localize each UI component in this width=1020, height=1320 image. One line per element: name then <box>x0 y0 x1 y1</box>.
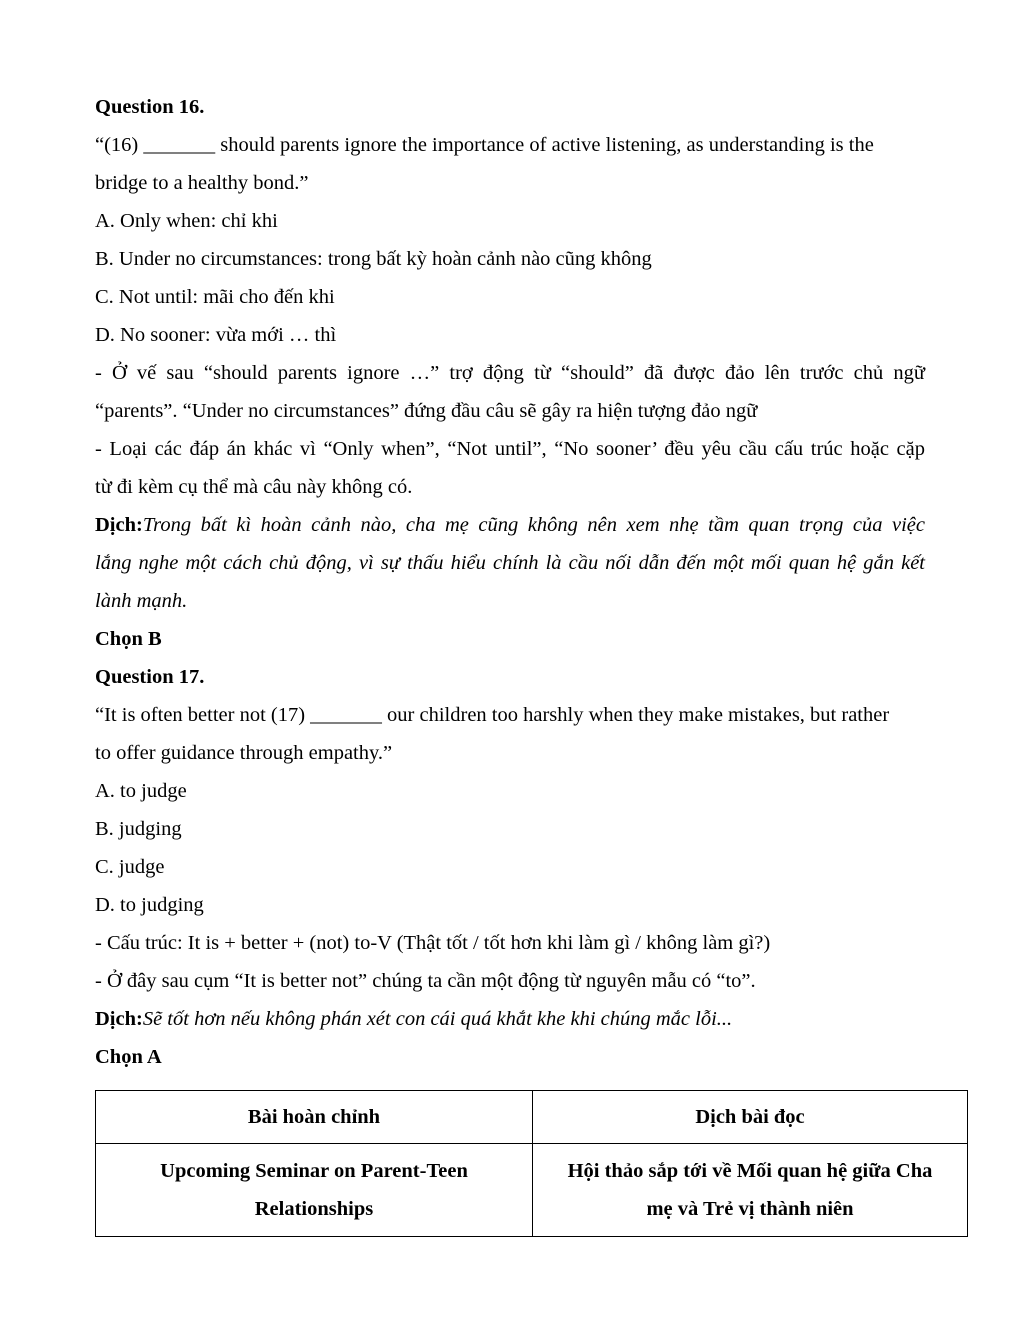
table-cell-original-line-2: Relationships <box>254 1198 374 1220</box>
option-16-c: C. Not until: mãi cho đến khi <box>95 286 335 308</box>
question-block-17 <box>95 658 925 1076</box>
explanation-16-line-4: từ đi kèm cụ thể mà câu này không có. <box>95 476 413 498</box>
table-cell-original <box>96 1144 533 1237</box>
document-body <box>95 88 933 1237</box>
option-17-a: A. to judge <box>95 780 187 802</box>
table-header-original: Bài hoàn chỉnh <box>96 1091 533 1144</box>
explanation-16-line-2: “parents”. “Under no circumstances” đứng đầu câu sẽ gây ra hiện tượng đảo ngữ <box>95 400 758 422</box>
translation-16-line-2: lắng nghe một cách chủ động, vì sự thấu hiểu chính là cầu nối dẫn đến một mối quan hệ gắn kết <box>95 552 925 574</box>
explanation-16-line-1: - Ở vế sau “should parents ignore …” trợ động từ “should” đã được đảo lên trước chủ ngữ <box>95 362 925 384</box>
question-prompt-17-line-2: to offer guidance through empathy.” <box>95 742 393 764</box>
translation-16-line-1 <box>95 506 925 544</box>
question-prompt-16-line-1: “(16) _______ should parents ignore the importance of active listening, as understanding is the <box>95 134 874 156</box>
table-row <box>96 1144 968 1237</box>
question-prompt-16-line-2: bridge to a healthy bond.” <box>95 172 309 194</box>
table-cell-translation-line-2: mẹ và Trẻ vị thành niên <box>646 1198 854 1220</box>
explanation-17-line-1: - Cấu trúc: It is + better + (not) to-V (Thật tốt / tốt hơn khi làm gì / không làm gì?) <box>95 932 771 954</box>
option-16-a: A. Only when: chỉ khi <box>95 210 278 232</box>
translation-16 <box>95 506 925 620</box>
option-16-d: D. No sooner: vừa mới … thì <box>95 324 337 346</box>
translation-16-text-1: Trong bất kì hoàn cảnh nào, cha mẹ cũng không nên xem nhẹ tầm quan trọng của việc <box>142 514 925 536</box>
explanation-16-line-3: - Loại các đáp án khác vì “Only when”, “Not until”, “No sooner’ đều yêu cầu cấu trúc hoặc cặp <box>95 438 925 460</box>
question-heading-17: Question 17. <box>95 666 205 688</box>
translation-17-text-1: Sẽ tốt hơn nếu không phán xét con cái quá khắt khe khi chúng mắc lỗi... <box>142 1008 733 1030</box>
question-block-16 <box>95 88 925 658</box>
answer-16: Chọn B <box>95 628 162 650</box>
translation-label-17: Dịch: <box>95 1008 143 1030</box>
explanation-16 <box>95 354 925 506</box>
table-cell-original-line-1: Upcoming Seminar on Parent-Teen <box>160 1160 468 1182</box>
table-cell-translation <box>533 1144 968 1237</box>
answer-17: Chọn A <box>95 1046 162 1068</box>
table-cell-translation-line-1: Hội thảo sắp tới về Mối quan hệ giữa Cha <box>567 1160 933 1182</box>
explanation-17-line-2: - Ở đây sau cụm “It is better not” chúng ta cần một động từ nguyên mẫu có “to”. <box>95 970 756 992</box>
option-17-c: C. judge <box>95 856 165 878</box>
option-16-b: B. Under no circumstances: trong bất kỳ hoàn cảnh nào cũng không <box>95 248 652 270</box>
reading-passage-table-wrapper <box>95 1090 933 1237</box>
question-heading-16: Question 16. <box>95 96 205 118</box>
table-header-row <box>96 1091 968 1144</box>
question-prompt-17-line-1: “It is often better not (17) _______ our children too harshly when they make mistakes, but rather <box>95 704 890 726</box>
reading-passage-table <box>95 1090 968 1237</box>
option-17-d: D. to judging <box>95 894 204 916</box>
translation-17 <box>95 1000 925 1038</box>
table-header-translation: Dịch bài đọc <box>533 1091 968 1144</box>
translation-label-16: Dịch: <box>95 514 143 536</box>
option-17-b: B. judging <box>95 818 182 840</box>
translation-16-line-3: lành mạnh. <box>95 590 188 612</box>
